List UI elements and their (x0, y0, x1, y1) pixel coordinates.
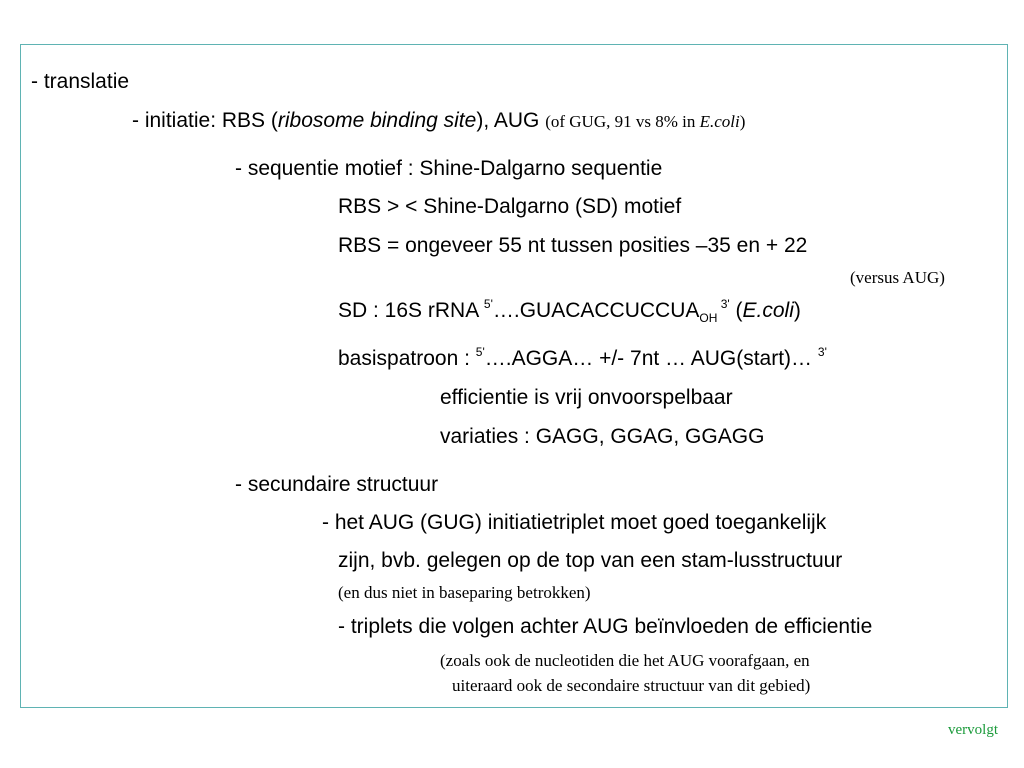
line-rbs-2: RBS = ongeveer 55 nt tussen posities –35 en + 22 (338, 234, 808, 257)
line-sequentie-motief: - sequentie motief : Shine-Dalgarno sequentie (235, 157, 663, 180)
sd-sequence: ….GUACACCUCCUA (492, 299, 700, 322)
basis-text-a: basispatroon : (338, 347, 476, 370)
initiatie-note (545, 112, 745, 131)
line-rbs-1: RBS > < Shine-Dalgarno (SD) motief (338, 195, 682, 218)
sd-sup-5: 5' (483, 297, 493, 311)
line-secundaire: - secundaire structuur (235, 473, 439, 496)
line-en-dus: (en dus niet in baseparing betrokken) (338, 583, 591, 602)
initiatie-note-italic: E.coli (699, 112, 740, 131)
sd-text-e: ) (793, 299, 801, 322)
line-sd-16s (338, 299, 801, 323)
slide-frame (20, 44, 1008, 708)
line-efficientie: efficientie is vrij onvoorspelbaar (440, 386, 733, 409)
basis-sup-3: 3' (817, 345, 827, 359)
vervolgt-link[interactable]: vervolgt (948, 722, 998, 738)
initiatie-note-text: (of GUG, 91 vs 8% in (545, 112, 700, 131)
line-initiatie (132, 109, 745, 133)
line-zijn: zijn, bvb. gelegen op de top van een stam-lusstructuur (338, 549, 843, 572)
initiatie-note-close: ) (739, 112, 746, 131)
line-variaties: variaties : GAGG, GGAG, GGAGG (440, 425, 765, 448)
basis-sequence: ….AGGA… +/- 7nt … AUG(start)… (484, 347, 818, 370)
sd-text-c: ( (729, 299, 743, 322)
initiatie-text-c: ), AUG (476, 109, 546, 132)
line-zoals-1: (zoals ook de nucleotiden die het AUG voorafgaan, en (440, 651, 810, 670)
line-versus-aug: (versus AUG) (850, 268, 945, 287)
line-zoals-2: uiteraard ook de secondaire structuur van dit gebied) (452, 676, 811, 695)
line-het-aug: - het AUG (GUG) initiatietriplet moet goed toegankelijk (322, 511, 827, 534)
heading-translatie: - translatie (31, 70, 130, 93)
sd-italic: E.coli (742, 299, 794, 322)
basis-sup-5: 5' (475, 345, 485, 359)
initiatie-text-italic: ribosome binding site (277, 109, 477, 132)
line-basispatroon (338, 347, 827, 371)
initiatie-text-a: - initiatie: RBS ( (132, 109, 278, 132)
sd-sub-oh: OH (699, 311, 718, 325)
line-triplets: - triplets die volgen achter AUG beïnvloeden de efficientie (338, 615, 873, 638)
sd-text-a: SD : 16S rRNA (338, 299, 484, 322)
sd-sup-3: 3' (717, 297, 730, 311)
